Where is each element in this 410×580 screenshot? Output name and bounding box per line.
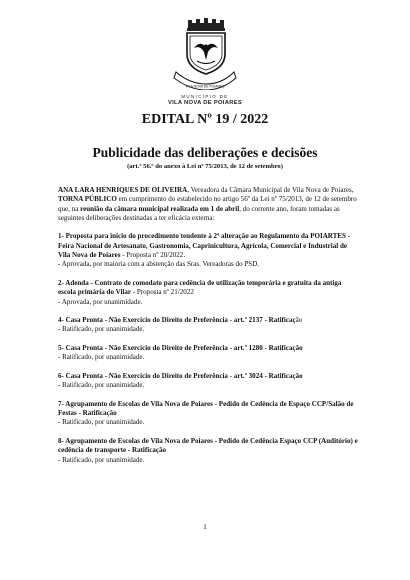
deliberation-item xyxy=(58,316,358,335)
meeting-date: reunião da câmara municipal realizada em 1 de abril xyxy=(80,204,240,213)
item-reference: - Proposta nº 20/2022. xyxy=(120,251,186,260)
crest-icon xyxy=(170,14,240,90)
document-subtitle: Publicidade das deliberações e decisões xyxy=(92,145,318,160)
item-result: - Ratificado, por unanimidade. xyxy=(58,418,145,427)
item-heading: 6- Casa Pronta - Não Exercício do Direito de Preferência - art.º 3024 - Ratificação xyxy=(58,371,303,380)
councillor-name: ANA LARA HENRIQUES DE OLIVEIRA xyxy=(58,186,188,194)
legal-reference: (art.º 56.º do anexo à Lei nº 75/2013, de 12 de setembro) xyxy=(127,163,283,170)
torna-publico-paragraph xyxy=(58,195,358,223)
deliberation-item xyxy=(58,344,358,363)
page-number: 1 xyxy=(203,523,207,531)
torna-rest: em cumprimento do estabelecido no artigo 56º da Lei nº 75/2013, de 12 de setembro que, na xyxy=(58,195,357,213)
municipio-name: VILA NOVA DE POIARES xyxy=(167,100,243,106)
item-result: - Ratificado, por unanimidade. xyxy=(58,353,145,362)
item-result: - Aprovada, por unanimidade. xyxy=(58,297,143,306)
intro-name-rest: , Vereadora da Câmara Municipal de Vila Nova de Poiares, xyxy=(187,186,354,194)
torna-publico: TORNA PÚBLICO xyxy=(58,195,117,204)
item-heading: 2- Adenda - Contrato de comodato para cedência de utilização temporária e gratuita da antiga escola primária do Vilar xyxy=(58,278,342,297)
municipal-crest-logo xyxy=(170,14,240,90)
item-result: - Ratificado, por unanimidade. xyxy=(58,325,145,334)
item-reference: ão xyxy=(295,316,303,325)
crest-motto: VILA NOVA DE POIARES xyxy=(185,84,225,89)
deliberation-item xyxy=(58,279,358,307)
document-body xyxy=(58,186,358,465)
item-heading: 1- Proposta para início do procedimento tendente à 2ª alteração ao Regulamento da POIARTES - Feira Nacional de Artesanato, Gastronomia, Caprinicultura, Agrícola, Comercial e Industrial de Vila Nova de Poiares xyxy=(58,232,351,260)
municipio-label: MUNICÍPIO DE xyxy=(181,94,229,99)
edital-title: EDITAL Nº 19 / 2022 xyxy=(141,112,269,127)
item-heading: 4- Casa Pronta - Não Exercício do Direito de Preferência - art.º 2137 - Ratificaç xyxy=(58,316,296,325)
meeting-rest: , do corrente ano, foram tomadas as seguintes deliberações destinadas a ter eficácia externa: xyxy=(58,204,340,222)
deliberation-item xyxy=(58,372,358,391)
deliberation-item xyxy=(58,232,358,269)
item-heading: 8- Agrupamento de Escolas de Vila Nova de Poiares - Pedido de Cedência Espaço CCP (Auditório) e cedência de transporte - Ratificação xyxy=(58,437,358,455)
intro-paragraph xyxy=(58,186,358,195)
item-result: - Aprovada, por maioria com a abstenção das Sras. Vereadoras do PSD. xyxy=(58,260,260,269)
item-reference: - Proposta nº 21/2022 xyxy=(131,288,194,297)
item-heading: 7- Agrupamento de Escolas de Vila Nova de Poiares - Pedido de Cedência de Espaço CCP/Salão de Festas - Ratificação xyxy=(58,399,354,418)
deliberation-item xyxy=(58,400,358,428)
item-result: - Ratificado, por unanimidade. xyxy=(58,455,145,464)
item-heading: 5- Casa Pronta - Não Exercício do Direito de Preferência - art.º 1280 - Ratificação xyxy=(58,344,303,353)
item-result: - Ratificado, por unanimidade. xyxy=(58,381,145,390)
deliberation-item xyxy=(58,437,358,465)
